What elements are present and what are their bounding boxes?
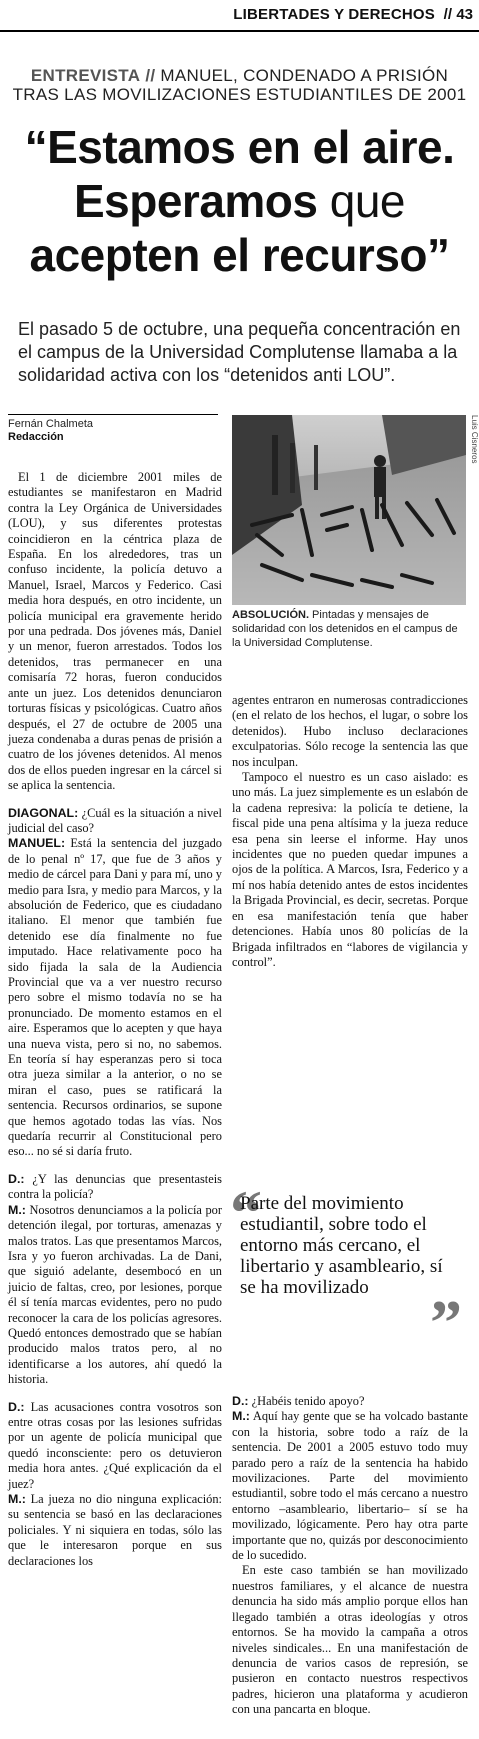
answer-4-paragraph-2: En este caso también se han movilizado nuestros familiares, y el alcance de nuestra denuncia ha sido más amplio porque ellos han llegado también a otras ideologías y otros entornos. Se ha movido la campaña a otros niveles sindicales... En una manifestación de denuncia de varios casos de represión, se pusieron en contacto nuestros respectivos padres, hicieron una plataforma y acudieron con una pancarta en bloque.: [232, 1563, 468, 1717]
question-4-label: D.:: [232, 1394, 249, 1408]
page-header: [0, 0, 479, 32]
caption-text: Pintadas y mensajes de solidaridad con los detenidos en el campus de la Universidad Complutense.: [232, 609, 458, 649]
article-column-right: [232, 693, 468, 970]
answer-4-text: Aquí hay gente que se ha volcado bastante con la historia, sobre todo a raíz de la sentencia. De 2001 a 2005 estuvo todo muy parado pero a raíz de la sentencia ha habido movilizaciones. Parte del movimiento estudiantil, sobre todo el más cercano a nuestro entorno –asambleario, libertario– sí se ha movilizado, lógicamente. Pero hay otra parte importante que no, quizás por desconocimiento de lo sucedido.: [232, 1409, 468, 1563]
lead-paragraph: El pasado 5 de octubre, una pequeña concentración en el campus de la Universidad Complutense llamaba a la solidaridad activa con los “detenidos anti LOU”.: [18, 319, 461, 385]
question-1-label: DIAGONAL:: [8, 805, 79, 820]
answer-3: [8, 1492, 222, 1569]
header-separator: //: [443, 6, 452, 23]
question-4-text: ¿Habéis tenido apoyo?: [248, 1394, 365, 1408]
answer-1: [8, 836, 222, 1160]
question-2-text: ¿Y las denuncias que presentasteis contra la policía?: [8, 1171, 222, 1202]
answer-2: [8, 1203, 222, 1388]
answer-4: [232, 1409, 468, 1563]
headline-line-1: “Estamos en el aire.: [24, 121, 455, 173]
question-2: [8, 1172, 222, 1203]
question-2-label: D.:: [8, 1171, 25, 1186]
photo-absolucion: [232, 415, 466, 605]
open-quote-icon: “: [230, 1177, 262, 1248]
answer-3-paragraph-2: Tampoco el nuestro es un caso aislado: es uno más. La juez simplemente es un eslabón de la cadena represiva: la policía te detiene, la fiscal pide una pena altísima y la jueza reduce esa pena sin leerse el informe. Hay unos incidentes que no pueden quedar impunes a ojos de la política. A Marcos, Isra, Federico y a mí nos había detenido antes de estos incidentes la Brigada Provincial, es decir, secretas. Porque en esa manifestación tenía que haber detenciones. Había unos 80 policías de la Brigada infiltrados en “labores de vigilancia y control”.: [232, 770, 468, 969]
headline: [6, 120, 473, 282]
answer-1-label: MANUEL:: [8, 836, 66, 851]
caption-label: ABSOLUCIÓN.: [232, 609, 309, 621]
answer-3-continued: agentes entraron en numerosas contradicciones (en el relato de los hechos, el lugar, o sobre los detenidos). Hubo incluso declaraciones exculpatorias. Sólo recoge la sentencia las que nos inculpan.: [232, 693, 468, 769]
question-3: [8, 1400, 222, 1492]
headline-line-2-light: que: [317, 175, 406, 227]
headline-line-3: acepten el recurso”: [29, 229, 450, 281]
photo-caption: [232, 608, 468, 650]
headline-line-2-bold: Esperamos: [73, 175, 318, 227]
photo-credit: Luis Cisneros: [470, 415, 479, 464]
answer-2-text: Nosotros denunciamos a la policía por detención ilegal, por torturas, amenazas y malos tratos. Las que presentamos Marcos, Isra y yo fueron archivadas. La de Dani, que siguió adelante, desembocó en un juicio de faltas, creo, por lesiones, porque él sí tenía marcas evidentes, pero no pudo reconocer la cara de los policías agresores. Quedó entonces demostrado que se habían producido malos tratos pero, al no identificarse a los autores, ahí quedó la historia.: [8, 1202, 222, 1387]
answer-1-text: Está la sentencia del juzgado de lo penal nº 17, que fue de 3 años y medio de cárcel para Dani y para mí, uno y medio para Isra, y medio para Marcos, y la absolución de Federico, que es ciudadano italiano. El menor que también fue detenido ese día finalmente no fue imputado. Hace relativamente poco ha sido fijada la sala de la Audiencia Provincial que va a ver nuestro recurso pero sobre el mismo todavía no se ha pronunciado. De momento estamos en el aire. Esperamos que lo acepten y que haya una nueva vista, pero si no, no sabemos. En teoría sí hay esperanzas pero si toca otra jueza similar a la anterior, o no se miran el caso, pues se ratificará la sentencia. Recursos ordinarios, se supone que hemos agotado todas las vías. Nos quedaría recurrir al Constitucional pero eso... no sé si daría fruto.: [8, 836, 222, 1159]
question-3-text: Las acusaciones contra vosotros son entre otras cosas por las lesiones sufridas por un agente de policía municipal que quedó inconsciente: pero os detuvieron media hora antes. ¿Qué explicación da el juez?: [8, 1399, 222, 1491]
byline-author: Fernán Chalmeta: [8, 418, 93, 430]
close-quote-icon: ”: [430, 1287, 462, 1358]
pull-quote-text: Parte del movimiento estudiantil, sobre todo el entorno más cercano, el libertario y asambleario, sí se ha movilizado: [240, 1193, 443, 1298]
pull-quote: [228, 1177, 468, 1358]
byline: [8, 414, 218, 444]
section-title: LIBERTADES Y DERECHOS: [233, 6, 435, 23]
answer-2-label: M.:: [8, 1202, 26, 1217]
headline-line-2: [6, 174, 473, 228]
kicker-label: ENTREVISTA: [30, 66, 141, 85]
answer-4-label: M.:: [232, 1409, 250, 1424]
article-column-left: [8, 470, 222, 1569]
kicker: [12, 66, 467, 104]
kicker-separator: //: [145, 66, 156, 85]
question-1: [8, 806, 222, 837]
answer-3-label: M.:: [8, 1492, 26, 1506]
byline-desk: Redacción: [8, 431, 64, 443]
article-intro: El 1 de diciembre 2001 miles de estudiantes se manifestaron en Madrid contra la Ley Orgánica de Universidades (LOU), y sus diferentes protestas coincidieron en la céntrica plaza de España. En los alrededores, tras un confuso incidente, la policía detuvo a Manuel, Israel, Marcos y Federico. Casi media hora después, en otro incidente, un policía municipal era gravemente herido por una pedrada. Dos jóvenes más, Daniel y un menor, fueron arrestados. Todos los detenidos, tras permanecer en una comisaría 72 horas, fueron conducidos ante un juez. Los detenidos denunciaron torturas físicas y psicológicas. Cuatro años después, el 27 de octubre de 2005 una jueza condenaba a duras penas de prisión a cuatro de los jóvenes detenidos. Al menos dos de ellos pueden ingresar en la cárcel si se aplica la sentencia.: [8, 470, 222, 793]
page-number: 43: [456, 6, 473, 23]
photo-image: [232, 415, 466, 605]
question-3-label: D.:: [8, 1399, 25, 1414]
article-column-right-lower: [232, 1394, 468, 1718]
kicker-text: MANUEL, CONDENADO A PRISIÓN TRAS LAS MOVILIZACIONES ESTUDIANTILES DE 2001: [12, 66, 467, 104]
answer-3-text: La jueza no dio ninguna explicación: su sentencia se basó en las declaraciones policiales. Y ni siquiera en todas, sólo las que le interesaron porque en sus declaraciones los: [8, 1492, 222, 1568]
question-1-text: ¿Cuál es la situación a nivel judicial del caso?: [8, 805, 222, 835]
question-4: [232, 1394, 468, 1409]
